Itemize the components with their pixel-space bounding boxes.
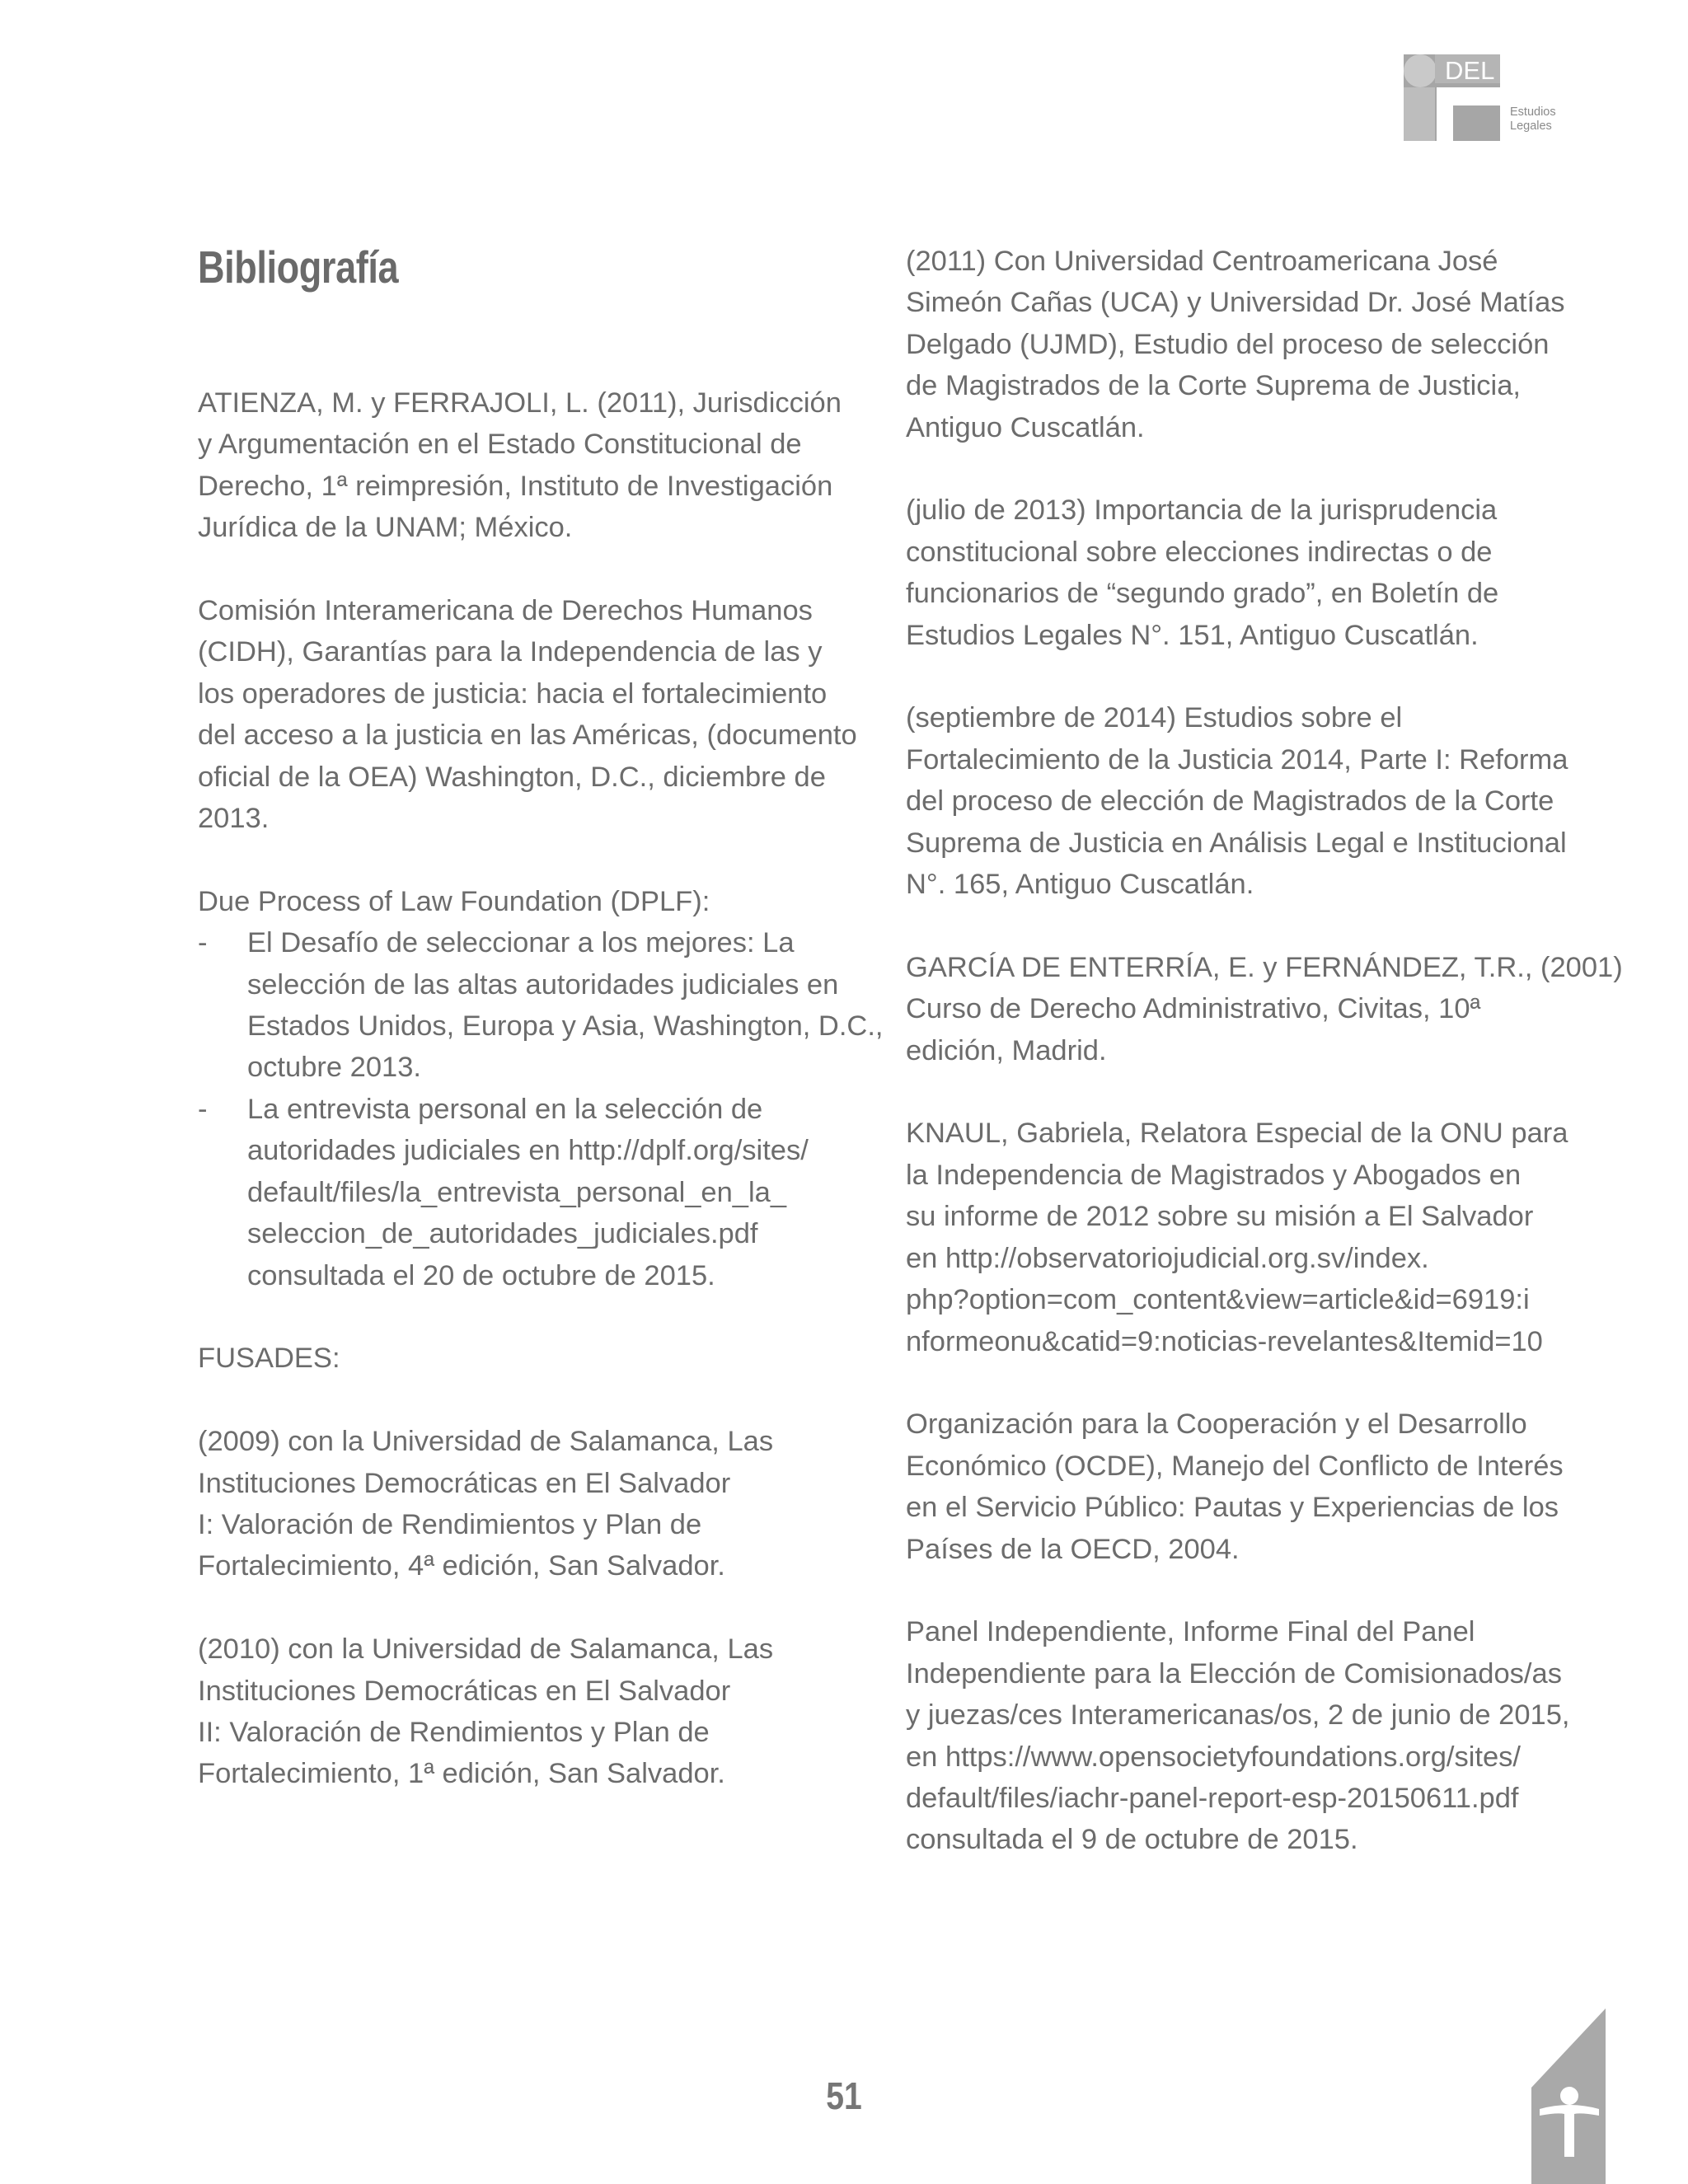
- entry-line: 2013.: [198, 803, 270, 835]
- entry-line: Fortalecimiento de la Justicia 2014, Parte I: Reforma: [906, 743, 1568, 776]
- entry-line: constitucional sobre elecciones indirectas o de: [906, 536, 1493, 568]
- entry-line: del proceso de elección de Magistrados de la Corte: [906, 785, 1554, 818]
- entry-line: Comisión Interamericana de Derechos Humanos: [198, 595, 813, 627]
- bibliography-entry: [906, 490, 1565, 656]
- entry-line: Económico (OCDE), Manejo del Conflicto de Interés: [906, 1450, 1564, 1482]
- entry-line: de Magistrados de la Corte Suprema de Justicia,: [906, 370, 1521, 402]
- entry-line: (CIDH), Garantías para la Independencia de las y: [198, 636, 823, 668]
- entry-line: edición, Madrid.: [906, 1034, 1107, 1066]
- entry-line: Jurídica de la UNAM; México.: [198, 512, 573, 544]
- bibliography-left-column: [198, 237, 884, 1836]
- corner-figure-icon: [1531, 2008, 1606, 2184]
- entry-line: El Desafío de seleccionar a los mejores: La: [247, 927, 795, 959]
- entry-line: php?option=com_content&view=article&id=6919:i: [906, 1284, 1530, 1316]
- bibliography-entry: [906, 1404, 1565, 1570]
- entry-line: del acceso a la justicia en las Américas, (documento: [198, 719, 857, 752]
- bibliography-entry: [906, 1611, 1570, 1860]
- entry-line: consultada el 9 de octubre de 2015.: [906, 1824, 1358, 1856]
- entry-line: Delgado (UJMD), Estudio del proceso de selección: [906, 328, 1550, 360]
- entry-line: Instituciones Democráticas en El Salvador: [198, 1675, 731, 1707]
- entry-line: GARCÍA DE ENTERRÍA, E. y FERNÁNDEZ, T.R., (2001): [906, 951, 1623, 983]
- entry-line: en http://observatoriojudicial.org.sv/index.: [906, 1242, 1429, 1274]
- entry-line: FUSADES:: [198, 1343, 340, 1375]
- bibliography-entry: [906, 697, 1568, 905]
- list-dash: -: [198, 927, 208, 959]
- entry-line: y juezas/ces Interamericanas/os, 2 de junio de 2015,: [906, 1699, 1570, 1732]
- entry-line: Estados Unidos, Europa y Asia, Washington, D.C.,: [247, 1010, 884, 1043]
- bibliography-entry: [198, 1629, 874, 1795]
- bibliography-entry: [906, 241, 1565, 448]
- entry-line: Curso de Derecho Administrativo, Civitas, 10ª: [906, 993, 1481, 1025]
- bibliography-right-column: [906, 241, 1623, 1902]
- entry-line: Suprema de Justicia en Análisis Legal e Institucional: [906, 827, 1567, 859]
- entry-line: nformeonu&catid=9:noticias-revelantes&Itemid=10: [906, 1325, 1543, 1357]
- list-dash: -: [198, 1093, 208, 1125]
- entry-line: funcionarios de “segundo grado”, en Boletín de: [906, 578, 1499, 610]
- entry-line: Antiguo Cuscatlán.: [906, 411, 1145, 443]
- entry-line: (septiembre de 2014) Estudios sobre el: [906, 702, 1403, 734]
- entry-line: oficial de la OEA) Washington, D.C., diciembre de: [198, 761, 826, 793]
- entry-line: seleccion_de_autoridades_judiciales.pdf: [247, 1218, 758, 1250]
- logo-subtitle: [1510, 105, 1556, 134]
- entry-line: La entrevista personal en la selección de: [247, 1093, 763, 1125]
- entry-line: Organización para la Cooperación y el Desarrollo: [906, 1408, 1527, 1441]
- bibliography-entry: [198, 881, 884, 1296]
- entry-line: Países de la OECD, 2004.: [906, 1533, 1240, 1565]
- entry-line: Independiente para la Elección de Comisionados/as: [906, 1657, 1562, 1690]
- entry-line: default/files/la_entrevista_personal_en_la_: [247, 1176, 787, 1208]
- entry-line: I: Valoración de Rendimientos y Plan de: [198, 1508, 702, 1540]
- entry-line: Fortalecimiento, 4ª edición, San Salvador.: [198, 1550, 725, 1582]
- logo-subtitle-line: Legales: [1510, 120, 1552, 133]
- entry-line: (2010) con la Universidad de Salamanca, Las: [198, 1633, 774, 1666]
- entry-line: Fortalecimiento, 1ª edición, San Salvador.: [198, 1758, 725, 1790]
- entry-line: la Independencia de Magistrados y Abogados en: [906, 1159, 1522, 1191]
- bibliography-entry: [906, 947, 1623, 1071]
- entry-line: II: Valoración de Rendimientos y Plan de: [198, 1716, 710, 1748]
- entry-line: Simeón Cañas (UCA) y Universidad Dr. José Matías: [906, 287, 1565, 319]
- bibliography-subentry: [198, 922, 884, 1089]
- entry-line: octubre 2013.: [247, 1052, 421, 1084]
- entry-line: (julio de 2013) Importancia de la jurisprudencia: [906, 494, 1498, 527]
- entry-line: ATIENZA, M. y FERRAJOLI, L. (2011), Jurisdicción: [198, 387, 842, 419]
- bibliography-entry: [198, 1421, 874, 1587]
- page-title: Bibliografía: [198, 241, 399, 293]
- entry-line: Estudios Legales N°. 151, Antiguo Cuscatlán.: [906, 619, 1479, 651]
- entry-line: los operadores de justicia: hacia el fortalecimiento: [198, 677, 828, 710]
- logo-text: DEL: [1445, 56, 1495, 85]
- entry-line: N°. 165, Antiguo Cuscatlán.: [906, 869, 1254, 901]
- entry-line: autoridades judiciales en http://dplf.org/sites/: [247, 1135, 809, 1167]
- entry-line: (2011) Con Universidad Centroamericana José: [906, 246, 1498, 277]
- entry-line: Panel Independiente, Informe Final del Panel: [906, 1616, 1475, 1648]
- entry-line: consultada el 20 de octubre de 2015.: [247, 1259, 715, 1291]
- entry-line: KNAUL, Gabriela, Relatora Especial de la ONU para: [906, 1118, 1568, 1150]
- entry-line: su informe de 2012 sobre su misión a El Salvador: [906, 1201, 1534, 1233]
- bibliography-entry: [198, 382, 874, 549]
- bibliography-entry: [906, 1113, 1568, 1361]
- bibliography-entry: [198, 1338, 874, 1379]
- page-number: 51: [826, 2074, 862, 2117]
- entry-line: selección de las altas autoridades judiciales en: [247, 968, 839, 1001]
- entry-line: (2009) con la Universidad de Salamanca, Las: [198, 1426, 774, 1458]
- bibliography-subentry: [198, 1089, 874, 1296]
- del-logo: [1404, 54, 1560, 145]
- entry-line: default/files/iachr-panel-report-esp-20150611.pdf: [906, 1782, 1519, 1814]
- logo-subtitle-line: Estudios: [1510, 105, 1556, 119]
- entry-line: Instituciones Democráticas en El Salvador: [198, 1467, 731, 1499]
- entry-line: en https://www.opensocietyfoundations.org/sites/: [906, 1741, 1522, 1773]
- bibliography-entry: [198, 590, 874, 839]
- entry-line: Derecho, 1ª reimpresión, Instituto de Investigación: [198, 470, 833, 502]
- entry-line: Due Process of Law Foundation (DPLF):: [198, 885, 710, 917]
- entry-line: y Argumentación en el Estado Constitucional de: [198, 429, 802, 461]
- entry-line: en el Servicio Público: Pautas y Experiencias de los: [906, 1492, 1559, 1524]
